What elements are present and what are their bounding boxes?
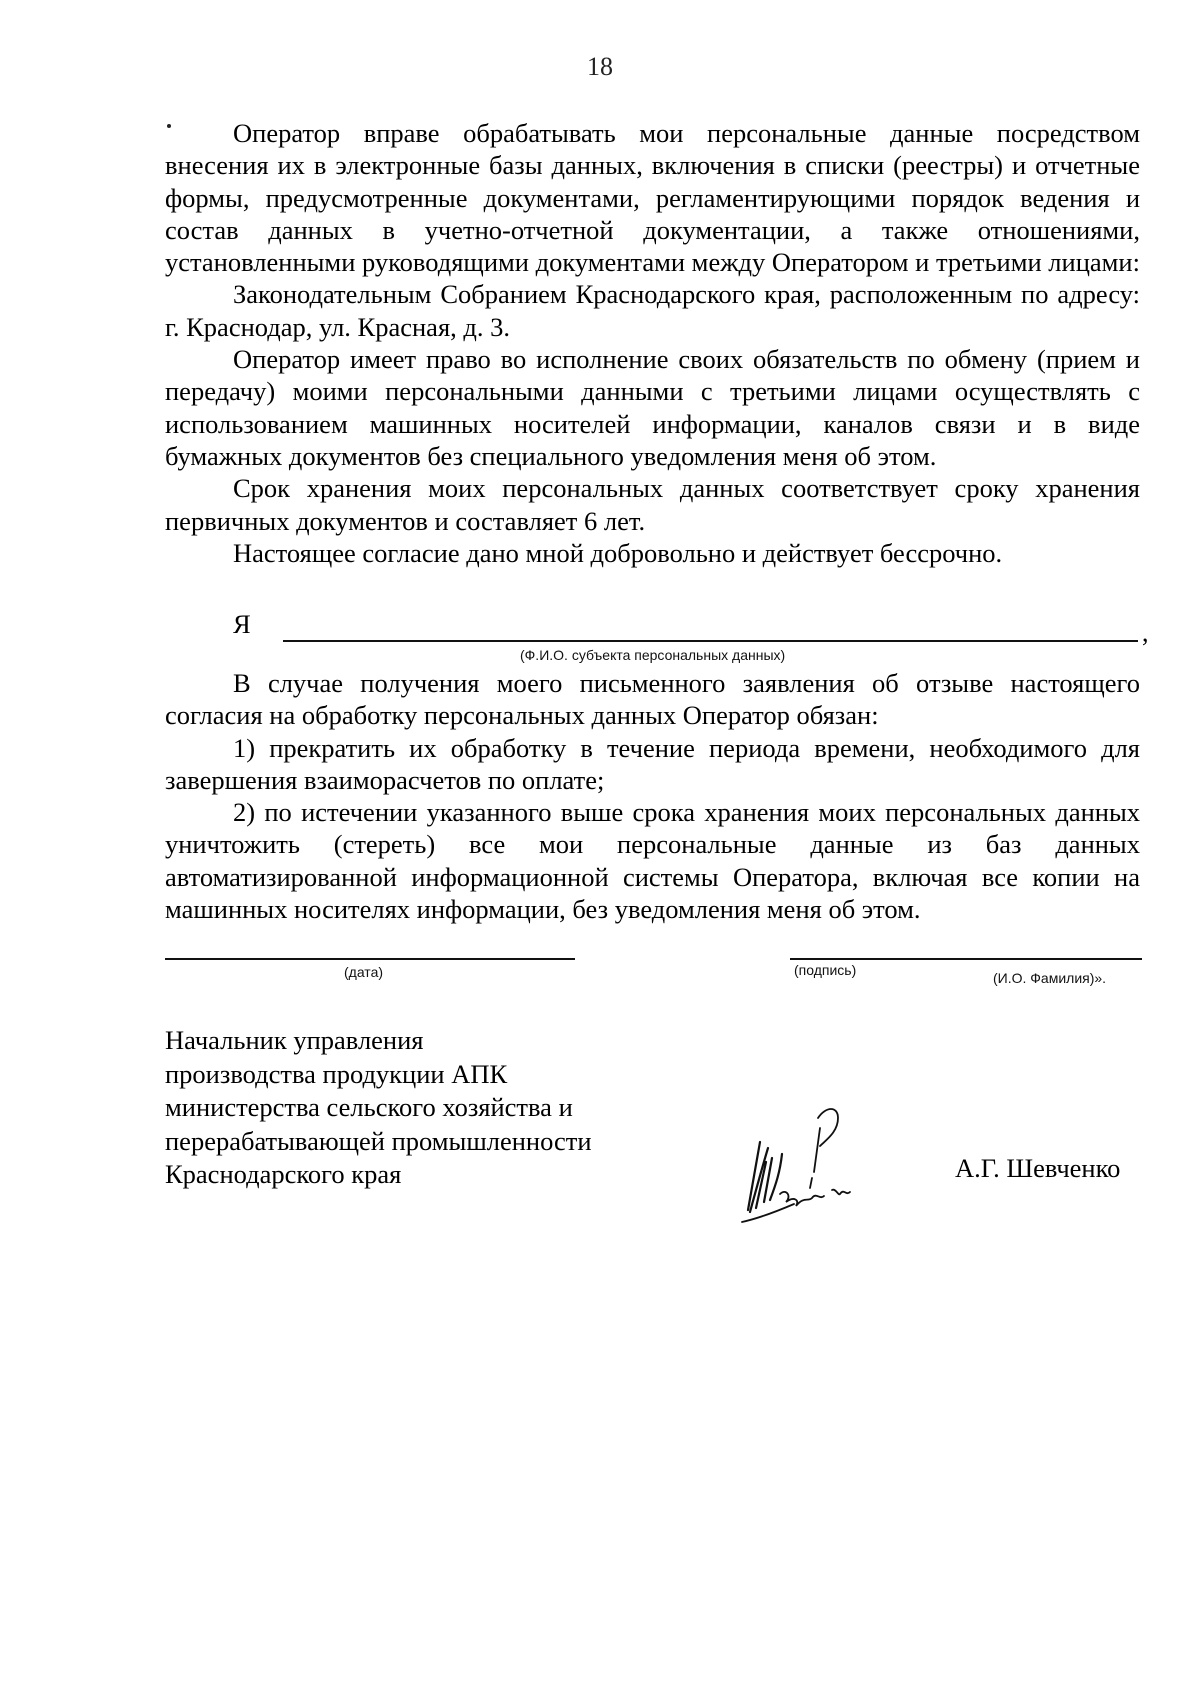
- signature-line: [790, 958, 880, 960]
- date-caption: (дата): [344, 964, 384, 980]
- fio-line-comma: ,: [1142, 618, 1149, 647]
- paragraph: В случае получения моего письменного заявления об отзыве настоящего согласия на обработку персональных данных Оператор обязан:: [165, 668, 1140, 731]
- fio-fill-line: [283, 640, 1138, 642]
- position-line: министерства сельского хозяйства и: [165, 1092, 573, 1122]
- position-line: производства продукции АПК: [165, 1058, 508, 1089]
- position-line: перерабатывающей промышленности: [165, 1125, 592, 1156]
- ya-prefix: Я: [233, 609, 251, 639]
- signer-position: [165, 1024, 592, 1192]
- page-number: 18: [587, 52, 613, 81]
- paragraph: Законодательным Собранием Краснодарского края, расположенным по адресу: г. Краснодар, ул. Красная, д. 3.: [165, 279, 1140, 342]
- signer-name: А.Г. Шевченко: [955, 1153, 1121, 1183]
- body-text-top: [165, 117, 1140, 569]
- paragraph: 1) прекратить их обработку в течение периода времени, необходимого для завершения взаиморасчетов по оплате;: [165, 732, 1140, 795]
- body-text-bottom: [165, 667, 1140, 925]
- fio-caption: (Ф.И.О. субъекта персональных данных): [520, 647, 786, 663]
- paragraph: Срок хранения моих персональных данных соответствует сроку хранения первичных документов и составляет 6 лет.: [165, 473, 1140, 536]
- name-line: [880, 958, 1142, 960]
- position-line: Краснодарского края: [165, 1159, 402, 1189]
- name-caption: (И.О. Фамилия)».: [993, 970, 1107, 986]
- date-line: [165, 958, 575, 960]
- position-line: Начальник управления: [165, 1025, 424, 1055]
- signature-caption: (подпись): [794, 962, 857, 978]
- paragraph: Настоящее согласие дано мной добровольно и действует бессрочно.: [233, 537, 1003, 568]
- paragraph: Оператор вправе обрабатывать мои персональные данные посредством внесения их в электронные базы данных, включения в списки (реестры) и отчетные формы, предусмотренные документами, регламентирующими порядок ведения и состав данных в учетно-отчетной документации, а также отношениями, установленными руководящими документами между Оператором и третьими лицами:: [165, 118, 1140, 278]
- handwritten-signature: [720, 1092, 870, 1232]
- paragraph: 2) по истечении указанного выше срока хранения моих персональных данных уничтожить (стереть) все мои персональные данные из баз данных автоматизированной информационной системы Оператора, включая все копии на машинных носителях информации, без уведомления меня об этом.: [165, 797, 1140, 925]
- paragraph: Оператор имеет право во исполнение своих обязательств по обмену (прием и передачу) моими персональными данными с третьими лицами осуществлять с использованием машинных носителей информации, каналов связи и в виде бумажных документов без специального уведомления меня об этом.: [165, 344, 1140, 471]
